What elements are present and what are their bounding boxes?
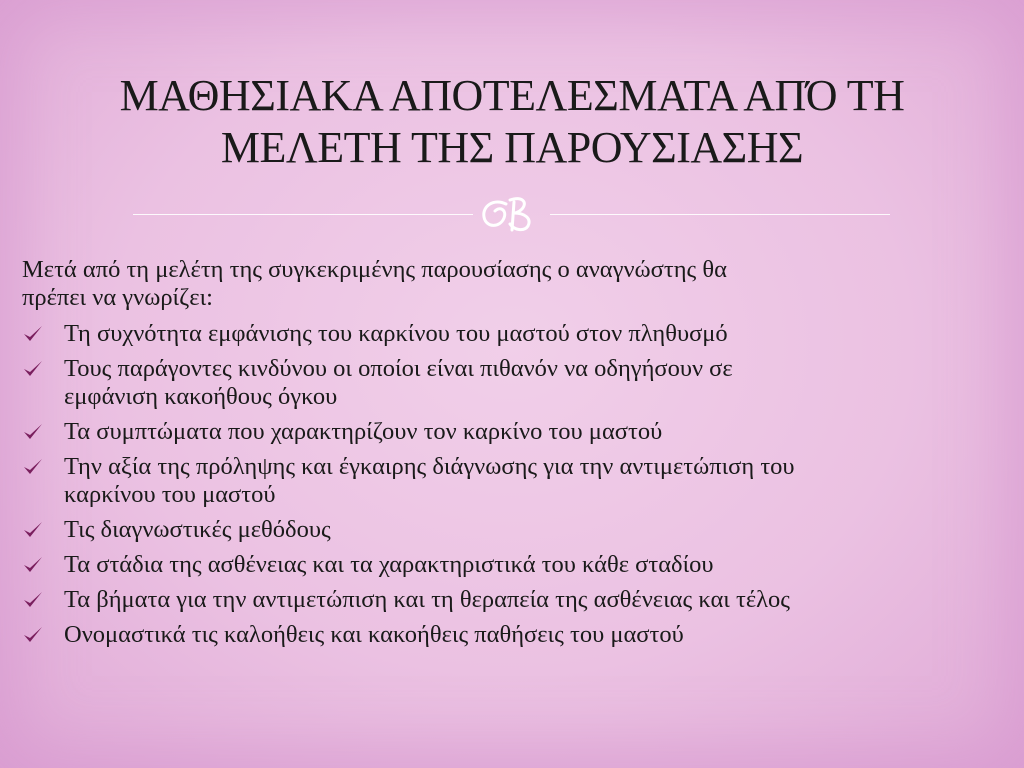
list-item-text-line: Τη συχνότητα εμφάνισης του καρκίνου του μαστού στον πληθυσμό bbox=[64, 320, 728, 347]
list-item-text-line: Τα στάδια της ασθένειας και τα χαρακτηριστικά του κάθε σταδίου bbox=[64, 551, 714, 578]
list-item bbox=[22, 621, 1004, 649]
list-item-text-line: Ονομαστικά τις καλοήθεις και κακοήθεις παθήσεις του μαστού bbox=[64, 621, 684, 648]
list-item bbox=[22, 551, 1004, 579]
title-line-2: ΜΕΛΕΤΗ ΤΗΣ ΠΑΡΟΥΣΙΑΣΗΣ bbox=[220, 123, 804, 172]
intro-text bbox=[22, 256, 1004, 312]
list-item bbox=[22, 453, 1004, 509]
list-item-text-line: Την αξία της πρόληψης και έγκαιρης διάγνωσης για την αντιμετώπιση του bbox=[64, 453, 795, 480]
checkmark-icon bbox=[22, 589, 44, 611]
learning-outcomes-list bbox=[22, 320, 1004, 649]
checkmark-icon bbox=[22, 421, 44, 443]
list-item bbox=[22, 320, 1004, 348]
list-item-text-line: εμφάνιση κακοήθους όγκου bbox=[64, 383, 338, 410]
title-divider-left bbox=[133, 214, 473, 215]
checkmark-icon bbox=[22, 456, 44, 478]
slide-title bbox=[60, 70, 964, 174]
list-item-text-line: Τα συμπτώματα που χαρακτηρίζουν τον καρκίνο του μαστού bbox=[64, 418, 663, 445]
list-item-text-line: Τα βήματα για την αντιμετώπιση και τη θεραπεία της ασθένειας και τέλος bbox=[64, 586, 790, 613]
list-item bbox=[22, 586, 1004, 614]
list-item bbox=[22, 355, 1004, 411]
flourish-ornament-icon bbox=[476, 190, 548, 238]
checkmark-icon bbox=[22, 358, 44, 380]
list-item bbox=[22, 418, 1004, 446]
checkmark-icon bbox=[22, 624, 44, 646]
checkmark-icon bbox=[22, 554, 44, 576]
list-item bbox=[22, 516, 1004, 544]
checkmark-icon bbox=[22, 519, 44, 541]
title-divider-right bbox=[550, 214, 890, 215]
slide-body bbox=[22, 256, 1004, 656]
checkmark-icon bbox=[22, 323, 44, 345]
title-line-1: ΜΑΘΗΣΙΑΚΑ ΑΠΟΤΕΛΕΣΜΑΤΑ ΑΠΌ ΤΗ bbox=[119, 71, 905, 120]
list-item-text-line: Τους παράγοντες κινδύνου οι οποίοι είναι πιθανόν να οδηγήσουν σε bbox=[64, 355, 733, 382]
intro-line-1: Μετά από τη μελέτη της συγκεκριμένης παρουσίασης ο αναγνώστης θα bbox=[22, 256, 727, 283]
list-item-text-line: καρκίνου του μαστού bbox=[64, 481, 276, 508]
intro-line-2: πρέπει να γνωρίζει: bbox=[22, 284, 213, 311]
list-item-text-line: Τις διαγνωστικές μεθόδους bbox=[64, 516, 331, 543]
